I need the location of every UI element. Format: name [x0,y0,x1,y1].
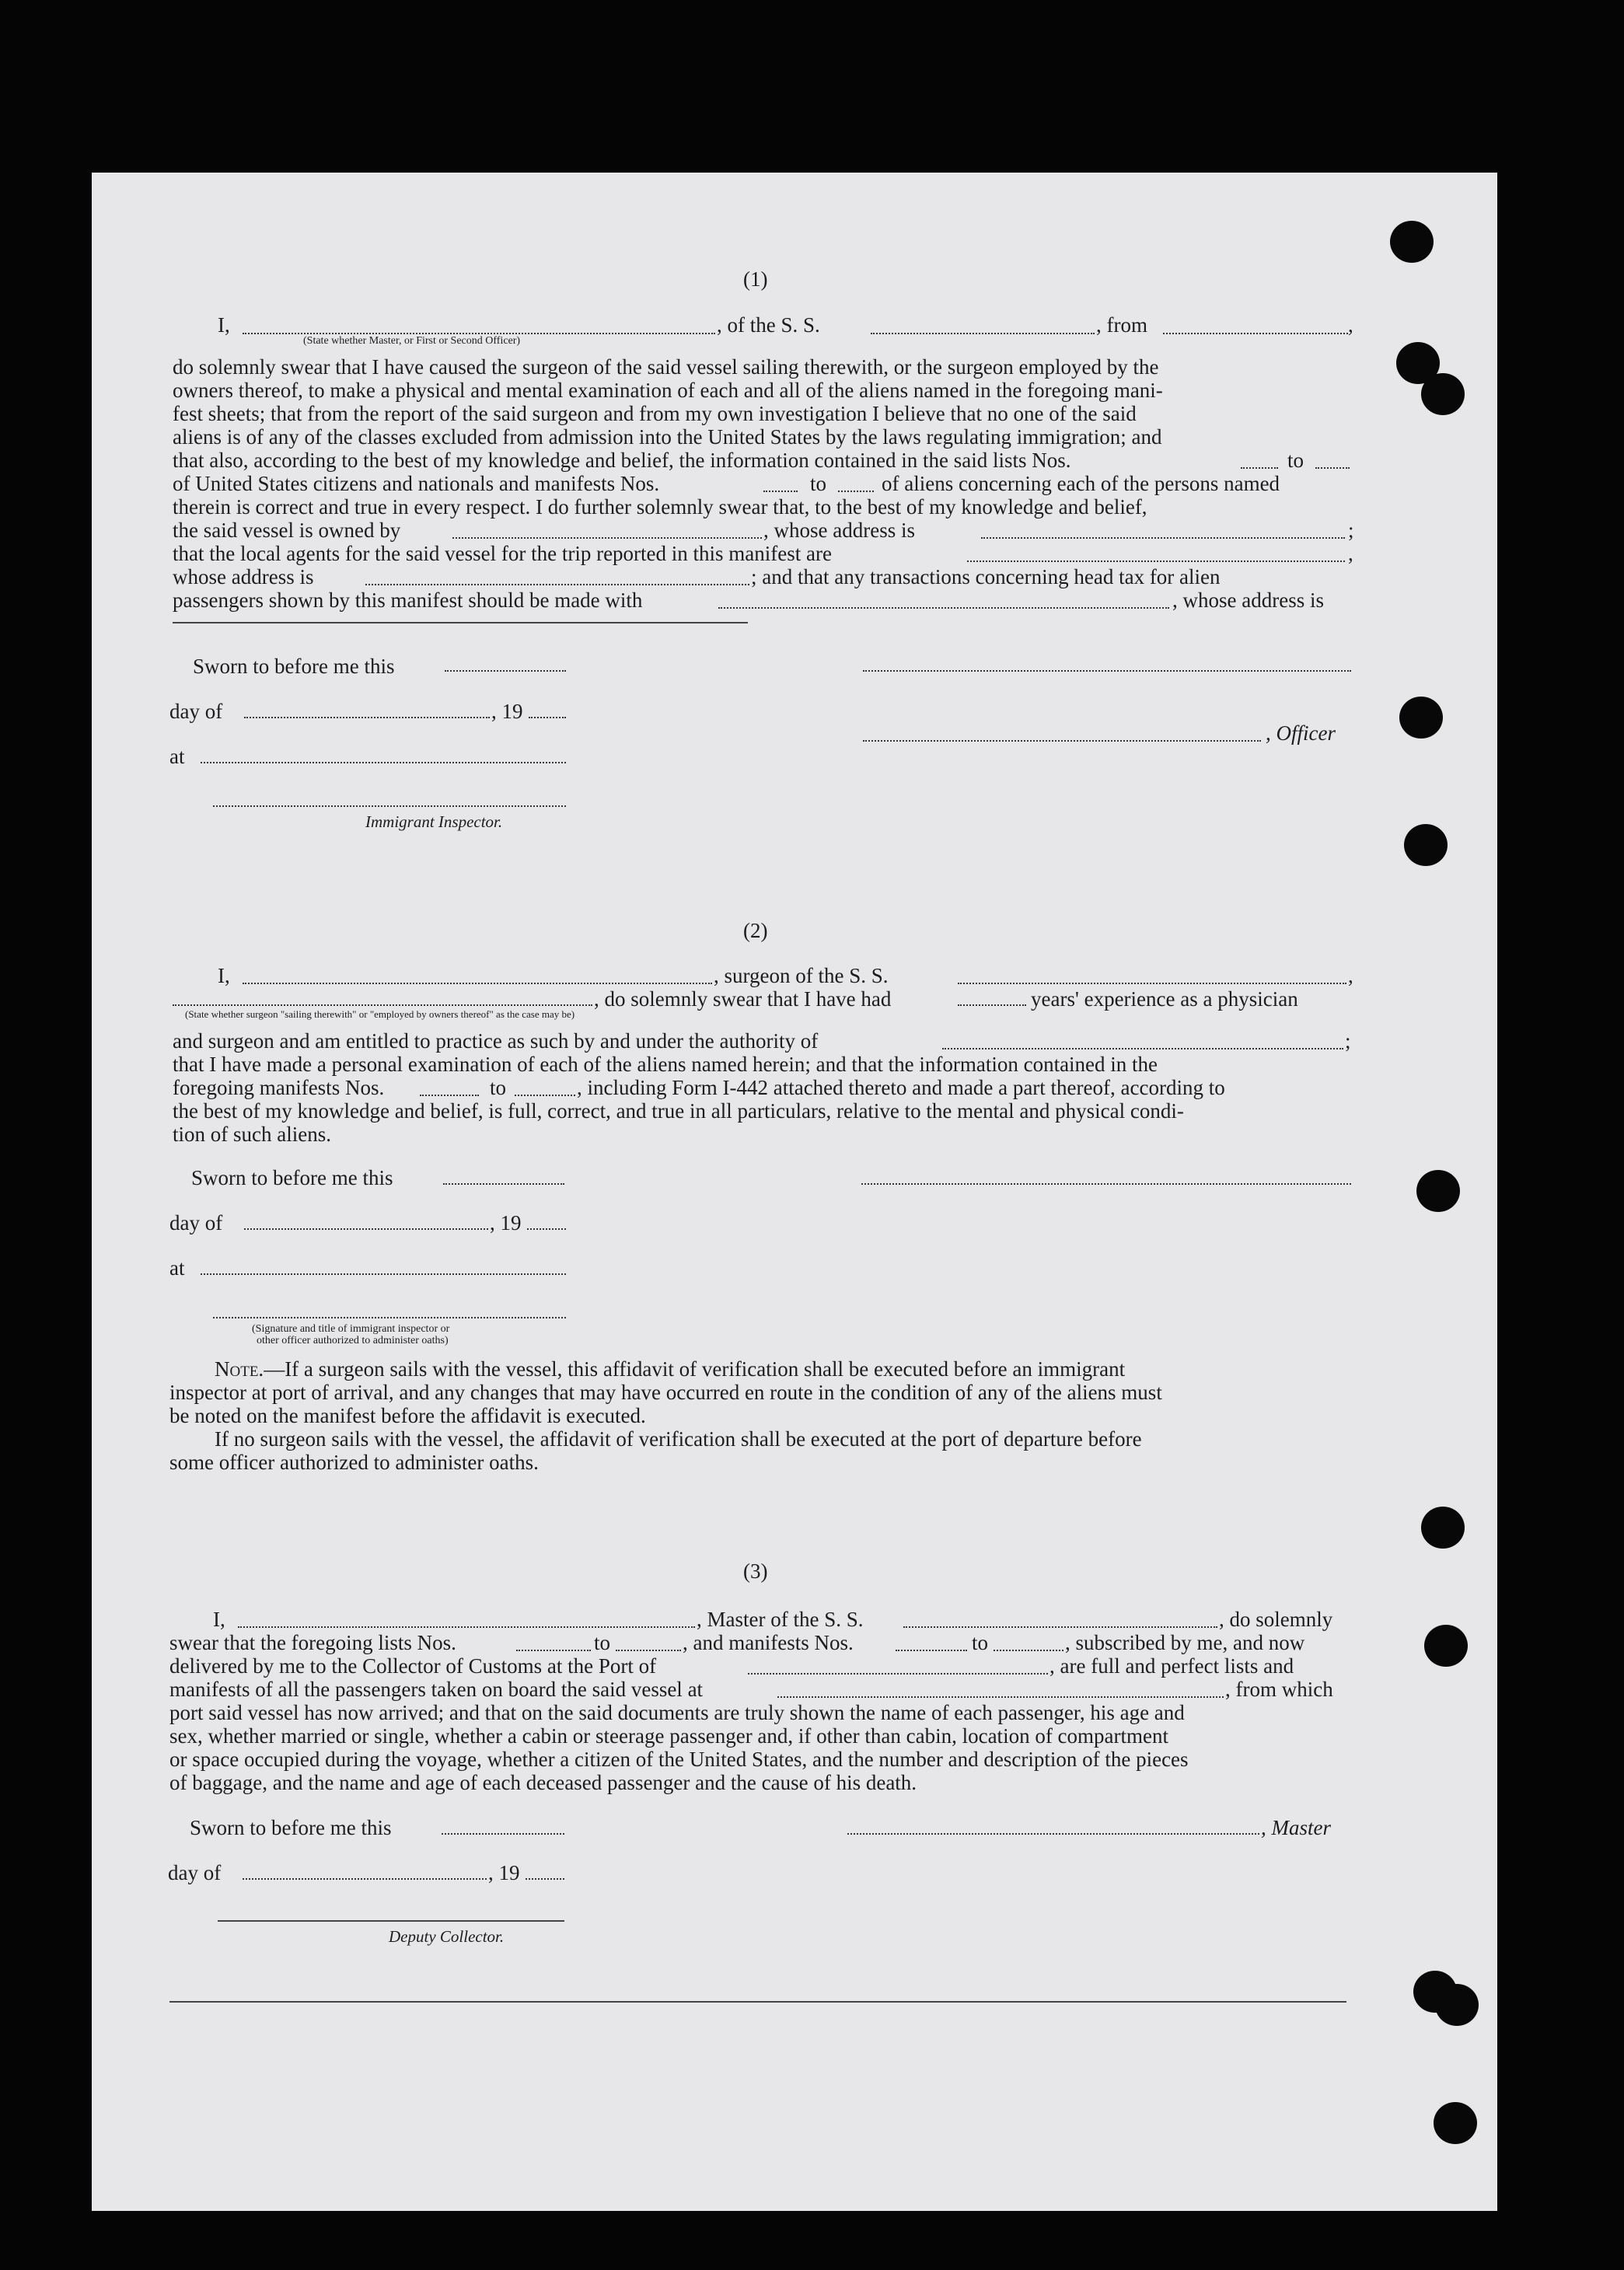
section-number: (2) [743,919,768,942]
oath-text: and surgeon and am entitled to practice as such by and under the authority of [173,1029,819,1053]
surgeon-name-field[interactable] [243,983,712,984]
punch-hole [1404,824,1448,866]
oath-text: , of the S. S. [717,313,820,337]
month-field[interactable] [244,717,490,718]
master-signature-line[interactable] [847,1833,1259,1835]
oath-text: that I have made a personal examination of each of the aliens named herein; and that the information contained in the [173,1053,1158,1076]
oath-text: , do solemnly [1219,1608,1333,1631]
oath-text: aliens is of any of the classes excluded from admission into the United States by the laws regulating immigration; and [173,425,1162,449]
oath-text: swear that the foregoing lists Nos. [169,1631,456,1654]
punch-hole [1421,373,1465,415]
at-label: at [169,1256,185,1280]
oath-text: to [594,1631,611,1654]
oath-text: the best of my knowledge and belief, is full, correct, and true in all particulars, relative to the mental and physical condi- [173,1099,1184,1123]
note-text: inspector at port of arrival, and any changes that may have occurred en route in the condition of any of the aliens must [169,1381,1162,1404]
master-label: , Master [1261,1816,1331,1839]
oath-text: delivered by me to the Collector of Customs at the Port of [169,1654,657,1678]
oath-text: of United States citizens and nationals and manifests Nos. [173,472,660,495]
oath-text: ; and that any transactions concerning head tax for alien [751,565,1221,588]
oath-text: , whose address is [1172,588,1324,612]
note-text [215,1356,1125,1382]
oath-text: , are full and perfect lists and [1049,1654,1294,1678]
oath-text: owners thereof, to make a physical and mental examination of each and all of the aliens named in the foregoing mani- [173,379,1163,402]
deputy-signature-line[interactable] [218,1920,564,1922]
list-no-to-field[interactable] [616,1650,681,1651]
inspector-signature-line[interactable] [213,1317,566,1318]
place-field[interactable] [201,762,566,763]
list-no-from-field[interactable] [516,1650,591,1651]
oath-text: I, [218,313,230,337]
departure-port-field[interactable] [777,1696,1224,1698]
section-number: (3) [743,1559,768,1583]
oath-text: I, [213,1608,225,1631]
year-label: , 19 [491,700,523,723]
head-tax-party-field[interactable] [718,607,1169,609]
master-name-field[interactable] [238,1626,695,1628]
punch-hole [1416,1170,1460,1212]
oath-text: , [1348,964,1353,987]
punch-hole [1434,2102,1477,2144]
manifest-no-to-field[interactable] [994,1650,1063,1651]
oath-text: or space occupied during the voyage, whether a citizen of the United States, and the number and description of the pieces [169,1748,1189,1771]
field-hint: (State whether Master, or First or Second Officer) [303,335,521,347]
oath-text: , including Form I-442 attached thereto and made a part thereof, according to [577,1076,1225,1099]
month-field[interactable] [243,1878,487,1880]
oath-text: , do solemnly swear that I have had [594,987,892,1011]
oath-text: tion of such aliens. [173,1123,331,1146]
oath-text: to [810,472,827,495]
oath-text: I, [218,964,230,987]
sworn-label: Sworn to before me this [193,655,395,678]
oath-text: , and manifests Nos. [683,1631,854,1654]
sworn-day-field[interactable] [443,1183,564,1185]
oath-text: of baggage, and the name and age of each deceased passenger and the cause of his death. [169,1771,917,1794]
officer-title-line[interactable] [863,740,1261,742]
oath-text: that also, according to the best of my knowledge and belief, the information contained in the said lists Nos. [173,449,1071,472]
year-field[interactable] [526,1878,564,1880]
vessel-field[interactable] [958,983,1346,984]
oath-text: years' experience as a physician [1031,987,1298,1011]
day-of-label: day of [169,700,223,723]
note-text: be noted on the manifest before the affidavit is executed. [169,1404,646,1427]
oath-text: to [972,1631,989,1654]
manifest-no-to-field[interactable] [515,1095,575,1096]
list-no-to-field[interactable] [1315,467,1350,469]
owner-field[interactable] [452,537,762,539]
note-label: Note. [215,1357,264,1381]
manifest-no-from-field[interactable] [896,1650,967,1651]
month-field[interactable] [244,1228,488,1230]
year-label: , 19 [490,1211,522,1235]
oath-text: do solemnly swear that I have caused the surgeon of the said vessel sailing therewith, or the surgeon employed by the [173,355,1159,379]
surgeon-status-field[interactable] [173,1004,592,1006]
year-field[interactable] [529,717,566,718]
place-field[interactable] [201,1273,566,1275]
officer-signature-line[interactable] [863,670,1351,672]
oath-text: of aliens concerning each of the persons named [882,472,1280,495]
signature-hint: other officer authorized to administer oaths) [257,1335,449,1346]
oath-text: , subscribed by me, and now [1065,1631,1305,1654]
years-field[interactable] [958,1004,1026,1006]
manifest-no-from-field[interactable] [763,491,798,492]
note-line: —If a surgeon sails with the vessel, this affidavit of verification shall be executed before an immigrant [264,1357,1126,1381]
signature-hint: (Signature and title of immigrant inspector or [252,1323,450,1335]
vessel-field[interactable] [903,1626,1217,1628]
agents-address-field[interactable] [365,584,749,585]
field-hint: (State whether surgeon "sailing therewith" or "employed by owners thereof" as the case may be) [185,1008,575,1020]
manifest-no-from-field[interactable] [420,1095,479,1096]
oath-text: foregoing manifests Nos. [173,1076,385,1099]
from-port-field[interactable] [1163,333,1348,334]
sworn-label: Sworn to before me this [191,1166,393,1189]
sworn-day-field[interactable] [442,1833,564,1835]
inspector-label: Immigrant Inspector. [365,812,503,831]
oath-text: ; [1348,519,1354,542]
punch-hole [1399,697,1443,739]
oath-text: port said vessel has now arrived; and that on the said documents are truly shown the name of each passenger, his age and [169,1701,1185,1724]
sworn-label: Sworn to before me this [190,1816,392,1839]
oath-text: , whose address is [763,519,915,542]
name-field[interactable] [243,333,715,334]
punch-hole [1424,1625,1468,1667]
port-field[interactable] [748,1673,1048,1675]
list-no-from-field[interactable] [1241,467,1278,469]
authority-field[interactable] [942,1048,1343,1049]
oath-text: , from [1096,313,1147,337]
oath-text: therein is correct and true in every respect. I do further solemnly swear that, to the best of my knowledge and belief, [173,495,1147,519]
oath-text: that the local agents for the said vessel for the trip reported in this manifest are [173,542,832,565]
oath-text: , Master of the S. S. [697,1608,864,1631]
oath-text: , from which [1225,1678,1333,1701]
oath-text: manifests of all the passengers taken on board the said vessel at [169,1678,704,1701]
oath-text: sex, whether married or single, whether a cabin or steerage passenger and, if other than cabin, location of compartment [169,1724,1169,1748]
agents-field[interactable] [967,561,1345,562]
bottom-rule [169,2001,1346,2003]
oath-text: to [1287,449,1304,472]
oath-text: the said vessel is owned by [173,519,401,542]
day-of-label: day of [169,1211,223,1235]
vessel-field[interactable] [871,333,1095,334]
sworn-day-field[interactable] [445,670,566,672]
oath-text: , [1348,313,1353,337]
oath-text: , surgeon of the S. S. [714,964,889,987]
punch-hole [1390,221,1434,263]
year-label: , 19 [488,1861,520,1884]
note-text: some officer authorized to administer oaths. [169,1451,539,1474]
oath-text: , [1348,542,1353,565]
owner-address-field[interactable] [981,537,1345,539]
section-number: (1) [743,267,768,291]
year-field[interactable] [527,1228,566,1230]
oath-text: whose address is [173,565,314,588]
officer-label: , Officer [1266,721,1336,745]
oath-text: to [490,1076,507,1099]
address-line[interactable] [173,622,748,623]
day-of-label: day of [168,1861,222,1884]
inspector-signature-line[interactable] [213,805,566,807]
punch-hole [1435,1984,1479,2026]
manifest-no-to-field[interactable] [838,491,874,492]
oath-text: passengers shown by this manifest should be made with [173,588,643,612]
surgeon-signature-line[interactable] [861,1183,1351,1185]
oath-text: ; [1345,1029,1351,1053]
deputy-label: Deputy Collector. [389,1927,505,1946]
note-text: If no surgeon sails with the vessel, the affidavit of verification shall be executed at the port of departure before [215,1427,1142,1451]
at-label: at [169,745,185,768]
punch-hole [1421,1507,1465,1549]
oath-text: fest sheets; that from the report of the said surgeon and from my own investigation I believe that no one of the said [173,402,1137,425]
